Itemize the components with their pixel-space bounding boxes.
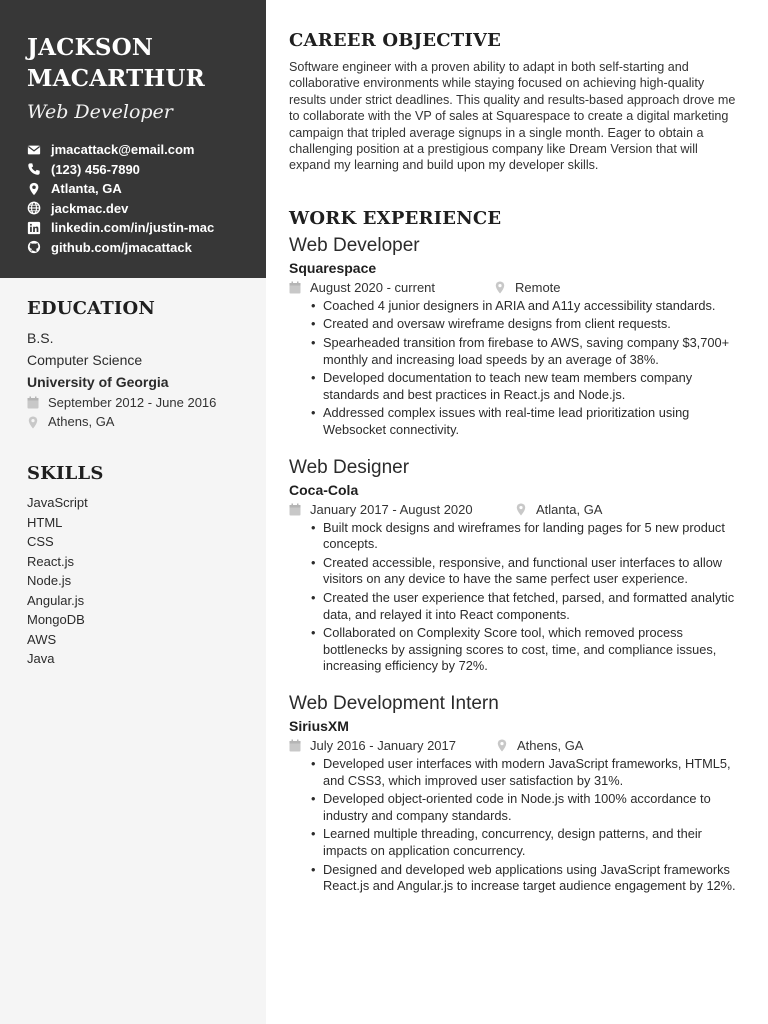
job-entry [289,456,741,675]
calendar-icon [289,503,301,516]
skill-item: MongoDB [27,612,85,627]
name-line-first: JACKSON [27,34,154,61]
job-dates-text: July 2016 - January 2017 [310,737,456,753]
company-name: SiriusXM [289,717,349,734]
job-dates-text: January 2017 - August 2020 [310,501,473,517]
contact-website[interactable] [27,199,240,219]
location-pin-icon [494,281,506,294]
skill-item: HTML [27,514,63,530]
company-name: Squarespace [289,259,377,276]
job-bullet: • Coached 4 junior designers in ARIA and A11y accessibility standards. [309,298,741,315]
sidebar-body [0,278,266,669]
contact-email[interactable] [27,140,240,160]
job-meta [289,736,741,755]
name-line-last: MACARTHUR [27,65,205,92]
contact-linkedin[interactable] [27,218,240,238]
sidebar [0,0,266,1024]
job-location [515,502,602,517]
envelope-icon [27,143,41,157]
skill-item: Java [27,651,55,666]
job-entry [289,692,741,895]
contact-github[interactable] [27,238,240,258]
contact-list [27,140,240,257]
job-bullet: • Collaborated on Complexity Score tool, which removed process bottlenecks by assigning scores to cost, time, and compliance issues, increasing efficiency by 72%. [309,625,741,675]
skills-heading: SKILLS [27,463,104,484]
location-pin-icon [496,739,508,752]
skill-item: CSS [27,534,54,549]
skill-item: JavaScript [27,495,88,510]
calendar-icon [289,281,301,294]
contact-location-text: Atlanta, GA [51,181,122,197]
contact-linkedin-text: linkedin.com/in/justin-mac [51,220,215,236]
globe-icon [27,201,41,215]
job-bullet: • Created the user experience that fetched, parsed, and formatted analytic data, and relayed it into React components. [309,590,741,623]
job-location [494,280,561,295]
contact-phone-text: (123) 456-7890 [51,161,140,177]
company-name: Coca-Cola [289,481,359,498]
job-entry [289,234,741,439]
contact-email-text: jmacattack@email.com [51,142,195,158]
degree: B.S. [27,330,54,346]
job-location-text: Athens, GA [517,737,584,753]
education-dates-text: September 2012 - June 2016 [48,394,217,410]
job-bullet: • Developed object-oriented code in Node.js with 100% accordance to industry and company standards. [309,791,741,824]
objective-text: Software engineer with a proven ability to adapt in both self-starting and collaborative environments while staying focused on achieving high-quality results under strict deadlines. This quality and results-based approach drove me to collaborate with the VP of sales at Squarespace to create a digital marketing campaign that tripled average signups in a single month. Eager to obtain a challenging position at a prestigious company like Dream Version that will expand my learning and build upon my developer skills. [289,60,736,173]
job-title: Web Development Intern [289,692,499,714]
job-dates-text: August 2020 - current [310,279,436,295]
location-pin-icon [27,416,39,429]
phone-icon [27,162,41,176]
main-content [289,30,741,897]
contact-website-text: jackmac.dev [51,200,129,216]
job-meta [289,278,741,297]
contact-github-text: github.com/jmacattack [51,239,192,255]
github-icon [27,240,41,254]
linkedin-icon [27,221,41,235]
job-bullet: • Spearheaded transition from firebase to AWS, saving company $3,700+ monthly and increasing load speeds by an average of 38%. [309,335,741,368]
field-of-study: Computer Science [27,352,143,368]
job-meta [289,500,741,519]
job-dates [289,738,496,753]
calendar-icon [289,739,301,752]
candidate-name [27,32,240,94]
job-bullet: • Created accessible, responsive, and functional user interfaces to allow visitors on any device to have the same perfect user experience. [309,555,741,588]
job-bullets [309,520,741,675]
job-bullets [309,756,741,895]
contact-phone[interactable] [27,160,240,180]
job-bullet: • Developed documentation to teach new team members company standards and best practices in React.js and Node.js. [309,370,741,403]
job-title: Web Designer [289,456,410,478]
job-role: Web Developer [27,101,173,123]
objective-heading: CAREER OBJECTIVE [289,30,502,51]
calendar-icon [27,396,39,409]
job-bullet: • Designed and developed web applications using JavaScript frameworks React.js and Angular.js to increase target audience engagement by 12%. [309,862,741,895]
education-location-text: Athens, GA [48,414,115,430]
education-location [27,413,240,433]
contact-location [27,179,240,199]
skill-item: React.js [27,553,74,569]
skills-list [27,493,240,669]
job-location-text: Atlanta, GA [536,501,603,517]
skill-item: Angular.js [27,592,85,608]
job-bullet: • Addressed complex issues with real-time lead prioritization using Websocket connectivity. [309,405,741,438]
job-location [496,738,583,753]
location-pin-icon [27,182,41,196]
university: University of Georgia [27,374,169,390]
skill-item: Node.js [27,573,72,588]
job-location-text: Remote [515,279,561,295]
job-bullet: • Developed user interfaces with modern JavaScript frameworks, HTML5, and CSS3, which improved user satisfaction by 31%. [309,756,741,789]
skill-item: AWS [27,631,57,647]
job-dates [289,280,494,295]
job-title: Web Developer [289,234,420,256]
education-entry [27,327,240,432]
profile-header [0,0,266,278]
education-heading: EDUCATION [27,298,156,319]
job-bullets [309,298,741,439]
job-bullet: • Learned multiple threading, concurrency, design patterns, and their impacts on application concurrency. [309,826,741,859]
experience-heading: WORK EXPERIENCE [289,207,502,229]
education-dates [27,393,240,413]
job-bullet: • Built mock designs and wireframes for landing pages for 5 new product concepts. [309,520,741,553]
job-dates [289,502,515,517]
location-pin-icon [515,503,527,516]
job-bullet: • Created and oversaw wireframe designs from client requests. [309,316,741,333]
